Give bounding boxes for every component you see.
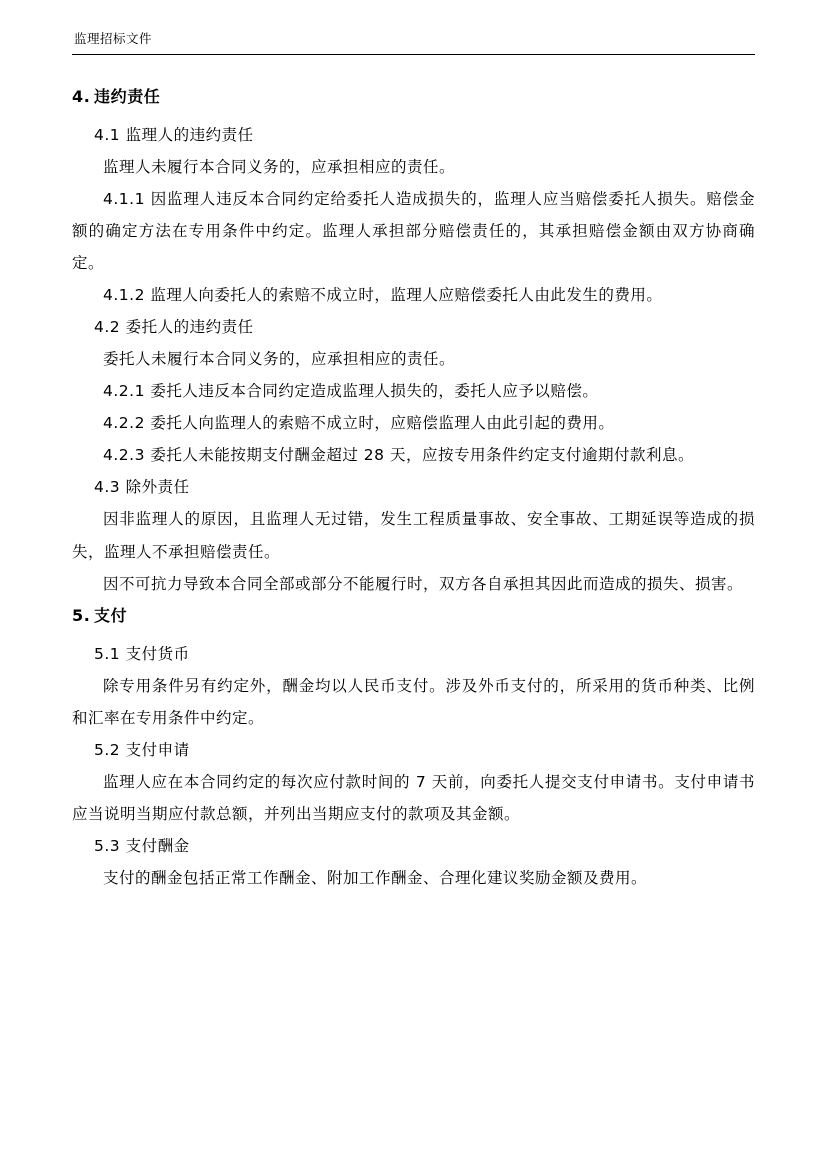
- subsection-heading: 5.3 支付酬金: [94, 837, 190, 856]
- section-title: 违约责任: [94, 86, 161, 106]
- section-heading: [72, 600, 755, 632]
- paragraph: 4.2.2 委托人向监理人的索赔不成立时，应赔偿监理人由此引起的费用。: [103, 414, 615, 433]
- page-header: [72, 30, 755, 54]
- paragraph: 监理人未履行本合同义务的，应承担相应的责任。: [103, 157, 456, 176]
- paragraph: 因不可抗力导致本合同全部或部分不能履行时，双方各自承担其因此而造成的损失、损害。: [103, 574, 744, 593]
- section-title: 支付: [94, 605, 128, 625]
- paragraph: 因非监理人的原因，且监理人无过错，发生工程质量事故、安全事故、工期延误等造成的损失，监理人不承担赔偿责任。: [72, 510, 755, 561]
- subsection-heading: 4.2 委托人的违约责任: [94, 317, 254, 336]
- paragraph: 监理人应在本合同约定的每次应付款时间的 7 天前，向委托人提交支付申请书。支付申请书应当说明当期应付款总额，并列出当期应支付的款项及其金额。: [72, 772, 755, 824]
- subsection-heading: 4.1 监理人的违约责任: [94, 125, 254, 144]
- paragraph: 委托人未履行本合同义务的，应承担相应的责任。: [103, 350, 456, 369]
- section-heading: [72, 81, 755, 113]
- section-number: 4.: [72, 86, 91, 106]
- document-body: [72, 81, 755, 895]
- paragraph: 4.2.1 委托人违反本合同约定造成监理人损失的，委托人应予以赔偿。: [103, 382, 599, 401]
- paragraph: 4.2.3 委托人未能按期支付酬金超过 28 天，应按专用条件约定支付逾期付款利息。: [103, 446, 694, 465]
- paragraph: 支付的酬金包括正常工作酬金、附加工作酬金、合理化建议奖励金额及费用。: [103, 869, 648, 888]
- header-divider: [72, 54, 755, 55]
- paragraph: 除专用条件另有约定外，酬金均以人民币支付。涉及外币支付的，所采用的货币种类、比例和汇率在专用条件中约定。: [72, 676, 755, 727]
- subsection-heading: 4.3 除外责任: [94, 478, 190, 497]
- section-number: 5.: [72, 605, 91, 625]
- subsection-heading: 5.2 支付申请: [94, 740, 190, 759]
- header-title: 监理招标文件: [74, 31, 153, 46]
- subsection-heading: 5.1 支付货币: [94, 644, 190, 663]
- paragraph: 4.1.2 监理人向委托人的索赔不成立时，监理人应赔偿委托人由此发生的费用。: [103, 285, 663, 304]
- paragraph: 4.1.1 因监理人违反本合同约定给委托人造成损失的，监理人应当赔偿委托人损失。赔偿金额的确定方法在专用条件中约定。监理人承担部分赔偿责任的，其承担赔偿金额由双方协商确定。: [72, 189, 755, 272]
